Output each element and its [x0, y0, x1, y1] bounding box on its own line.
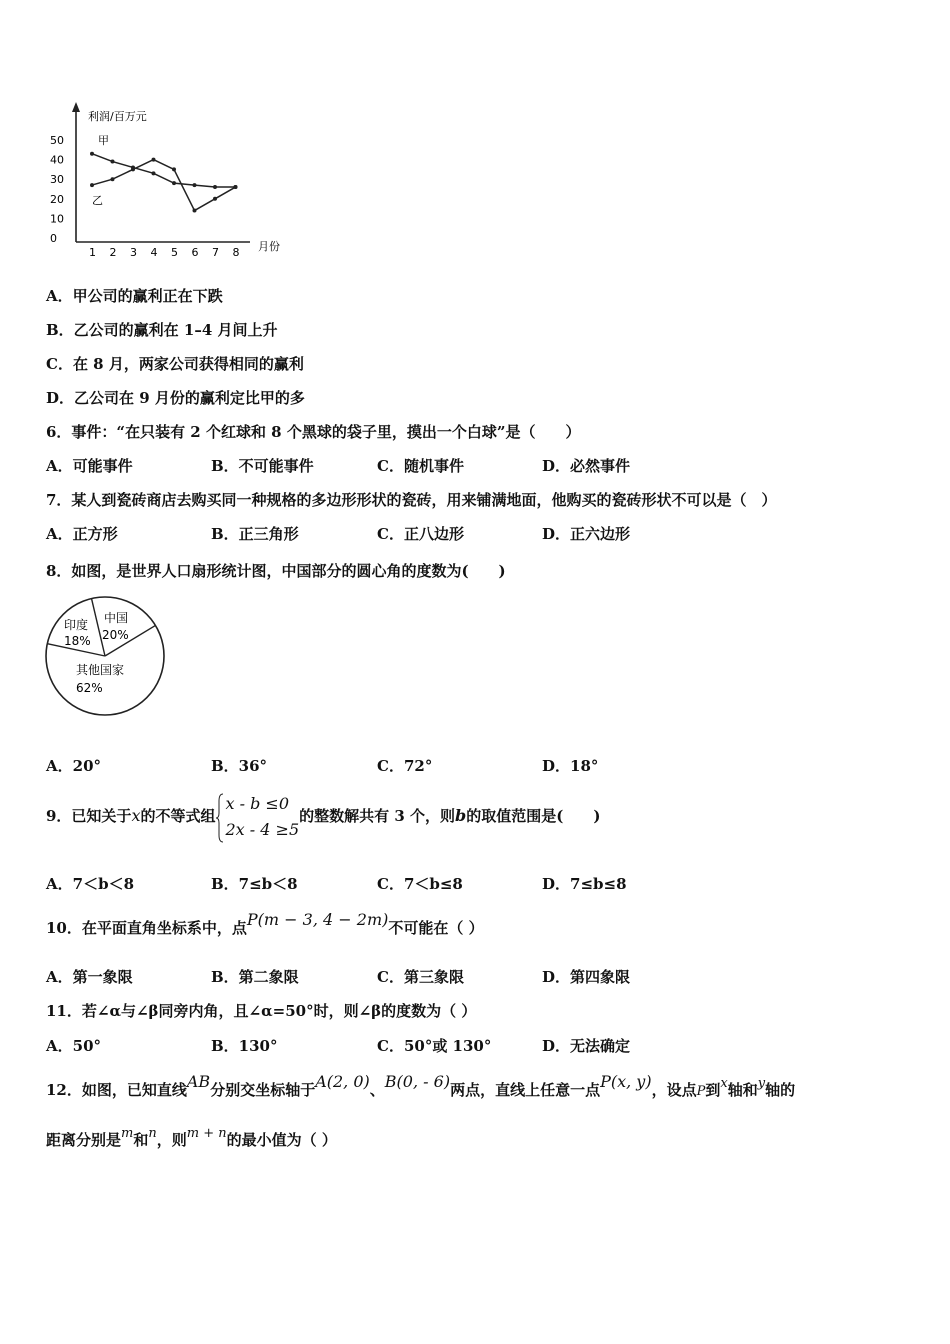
q11-option-a: A．50°: [46, 1037, 102, 1055]
q10-point: P(m − 3, 4 − 2m): [246, 910, 389, 929]
q9-inequality-system: [216, 791, 300, 843]
data-point: [90, 152, 94, 156]
data-point: [193, 183, 197, 187]
y-tick-label: 40: [50, 153, 64, 167]
q12-text-8: 轴的: [765, 1081, 796, 1099]
q10-option-c: C．第三象限: [377, 968, 464, 986]
q6-stem: 6．事件：“在只装有 2 个红球和 8 个黑球的袋子里，摸出一个白球”是（ ）: [46, 423, 581, 441]
q11-option-c: C．50°或 130°: [377, 1037, 492, 1055]
q6-option-c: C．随机事件: [377, 457, 464, 475]
q5-option-c: C．在 8 月，两家公司获得相同的赢利: [46, 355, 304, 373]
q5-option-b: B．乙公司的赢利在 1–4 月间上升: [46, 321, 278, 339]
x-axis-label: 月份: [258, 240, 280, 253]
q7-options: [46, 524, 906, 544]
q6-option-d: D．必然事件: [542, 457, 631, 475]
q9-text-d: 的取值范围是( ): [466, 807, 601, 825]
q10-options: [46, 967, 906, 987]
series-label-yi: 乙: [92, 194, 103, 207]
x-tick-label: 5: [171, 246, 178, 259]
q12-text-2: 分别交坐标轴于: [210, 1081, 316, 1099]
series-label-jia: 甲: [98, 134, 109, 147]
y-tick-labels: [50, 134, 64, 245]
pie-value-other: 62%: [76, 681, 103, 695]
pie-value-india: 18%: [64, 634, 91, 648]
q6-options: [46, 456, 906, 476]
q12-point-a: A(2, 0): [315, 1072, 370, 1091]
q5-option-d: D．乙公司在 9 月份的赢利定比甲的多: [46, 389, 305, 407]
q12-text-12: 的最小值为（ ）: [226, 1131, 337, 1149]
q9-option-b: B．7≤b＜8: [211, 875, 298, 893]
data-point: [152, 171, 156, 175]
q12-stem-line1: [46, 1072, 796, 1102]
q8-option-c: C．72°: [377, 757, 433, 775]
y-tick-label: 20: [50, 192, 64, 206]
x-tick-label: 8: [232, 246, 240, 259]
q9-option-c: C．7＜b≤8: [377, 875, 463, 893]
pie-value-china: 20%: [102, 628, 129, 642]
data-point: [172, 167, 176, 171]
y-tick-label: 50: [50, 134, 64, 147]
q7-option-a: A．正方形: [46, 525, 118, 543]
data-point: [152, 158, 156, 162]
q12-text-3: 、: [369, 1081, 385, 1099]
q12-text-4: 两点，直线上任意一点: [450, 1081, 601, 1099]
q9-var-b: b: [455, 806, 467, 825]
q12-var-m: m: [121, 1126, 134, 1141]
q12-text-11: ，则: [156, 1131, 187, 1149]
q9-text-c: 的整数解共有 3 个，则: [299, 807, 456, 825]
q9-text-a: 9．已知关于: [46, 807, 132, 825]
q12-point-p: P(x, y): [600, 1072, 652, 1091]
q8-options: [46, 756, 906, 776]
series-line-yi: [92, 160, 236, 211]
q12-text-6: 到: [705, 1081, 721, 1099]
q9-text-b: 的不等式组: [140, 807, 216, 825]
q8-option-b: B．36°: [211, 757, 268, 775]
q9-inequality-1: x - b ≤0: [225, 794, 290, 813]
q12-text-9: 距离分别是: [46, 1131, 122, 1149]
pie-label-china: 中国: [104, 611, 129, 625]
q6-option-a: A．可能事件: [46, 457, 133, 475]
q10-option-a: A．第一象限: [46, 968, 133, 986]
q6-option-b: B．不可能事件: [211, 457, 314, 475]
q8-stem: 8．如图，是世界人口扇形统计图，中国部分的圆心角的度数为( ): [46, 562, 506, 580]
q11-options: [46, 1036, 906, 1056]
data-point: [90, 183, 94, 187]
data-point: [172, 181, 176, 185]
q8-option-a: A．20°: [46, 757, 102, 775]
q11-stem: 11．若∠α与∠β同旁内角，且∠α=50°时，则∠β的度数为（ ）: [46, 1002, 477, 1020]
q9-inequality-2: 2x - 4 ≥5: [225, 820, 300, 839]
q12-text-10: 和: [133, 1131, 149, 1149]
data-point: [213, 185, 217, 189]
q12-var-y: y: [757, 1076, 766, 1091]
data-point: [234, 185, 238, 189]
q12-var-x: x: [720, 1076, 728, 1091]
q12-stem-line2: [46, 1126, 337, 1152]
q12-text-1: 12．如图，已知直线: [46, 1081, 187, 1099]
q12-sum-mn: m + n: [186, 1126, 227, 1141]
q12-var-n: n: [148, 1126, 157, 1141]
y-axis-label: 利润/百万元: [88, 110, 147, 123]
q12-text-7: 轴和: [727, 1081, 758, 1099]
x-tick-label: 4: [150, 246, 158, 259]
data-point: [131, 167, 135, 171]
profit-line-chart: [40, 100, 300, 260]
left-brace-icon: [216, 793, 224, 843]
q11-option-b: B．130°: [211, 1037, 278, 1055]
data-point: [111, 177, 115, 181]
pie-label-other: 其他国家: [76, 663, 125, 677]
q7-option-c: C．正八边形: [377, 525, 464, 543]
q9-options: [46, 874, 906, 894]
y-axis-arrow: [72, 102, 80, 112]
q10-text-a: 10．在平面直角坐标系中，点: [46, 919, 247, 937]
q11-option-d: D．无法确定: [542, 1037, 631, 1055]
data-point: [111, 160, 115, 164]
q9-option-a: A．7＜b＜8: [46, 875, 135, 893]
q5-option-a: A．甲公司的赢利正在下跌: [46, 287, 223, 305]
q9-var-x: x: [131, 806, 141, 825]
q12-text-5: ，设点: [651, 1081, 697, 1099]
q9-option-d: D．7≤b≤8: [542, 875, 627, 893]
world-population-pie-chart: [40, 592, 170, 722]
series-group: [90, 152, 238, 213]
data-point: [193, 209, 197, 213]
x-tick-label: 6: [191, 246, 199, 259]
q8-option-d: D．18°: [542, 757, 599, 775]
q12-point-b: B(0, - 6): [384, 1072, 451, 1091]
x-tick-label: 3: [130, 246, 137, 259]
x-tick-label: 2: [109, 246, 117, 259]
q10-text-b: 不可能在（ ）: [388, 919, 484, 937]
q12-line-ab: AB: [186, 1072, 211, 1091]
q12-var-p: P: [696, 1084, 706, 1099]
q7-stem: 7．某人到瓷砖商店去购买同一种规格的多边形形状的瓷砖，用来铺满地面，他购买的瓷砖形状不可以是（ ）: [46, 491, 777, 509]
q10-option-d: D．第四象限: [542, 968, 631, 986]
q10-option-b: B．第二象限: [211, 968, 299, 986]
y-tick-label: 10: [50, 212, 64, 226]
series-line-jia: [92, 154, 236, 187]
y-tick-label: 0: [50, 232, 57, 245]
x-tick-label: 7: [212, 246, 219, 259]
q10-stem: [46, 910, 484, 938]
pie-label-india: 印度: [64, 618, 89, 632]
data-point: [213, 197, 217, 201]
y-tick-label: 30: [50, 173, 64, 187]
x-tick-labels: [89, 246, 240, 259]
q7-option-d: D．正六边形: [542, 525, 631, 543]
q7-option-b: B．正三角形: [211, 525, 299, 543]
x-tick-label: 1: [89, 246, 96, 259]
q9-stem: [46, 790, 600, 843]
